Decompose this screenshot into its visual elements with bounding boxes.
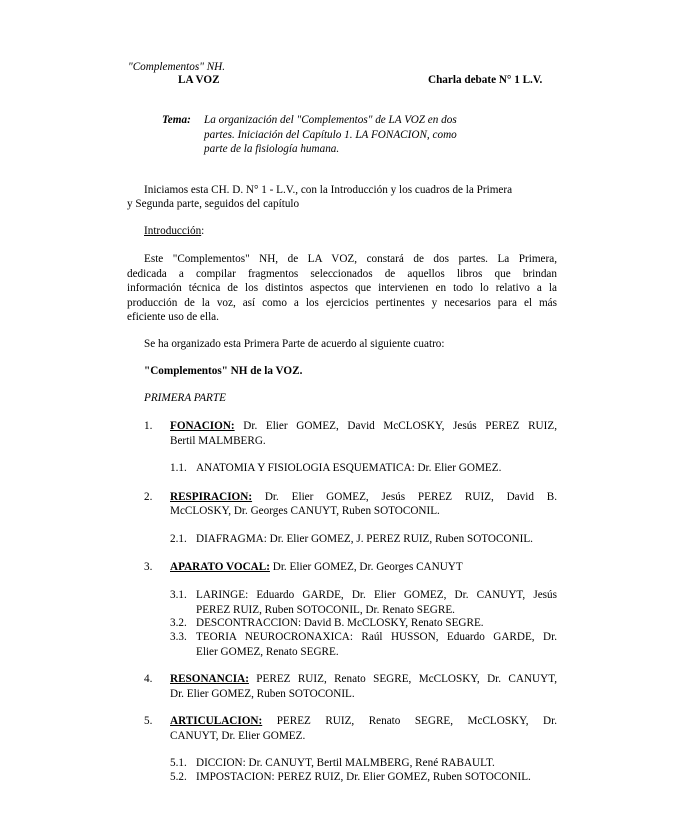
section-authors: PEREZ RUIZ, Renato SEGRE, McCLOSKY, Dr. xyxy=(262,715,557,727)
subsection-line: Elier GOMEZ, Renato SEGRE. xyxy=(196,645,339,658)
organizado-line: Se ha organizado esta Primera Parte de acuerdo al siguiente cuatro: xyxy=(144,338,445,350)
section-1 xyxy=(144,419,557,448)
section-title: RESPIRACION: xyxy=(170,491,253,503)
section-line: Dr. Elier GOMEZ, Ruben SOTOCONIL. xyxy=(170,687,355,700)
section-title: APARATO VOCAL: xyxy=(170,561,270,573)
subsection-text xyxy=(196,630,557,659)
section-line xyxy=(170,714,557,729)
section-4 xyxy=(144,672,557,701)
subsection-line: LARINGE: Eduardo GARDE, Dr. Elier GOMEZ, Dr. CANUYT, Jesús xyxy=(196,589,557,601)
introduccion-line: eficiente uso de ella. xyxy=(127,311,219,323)
section-line: McCLOSKY, Dr. Georges CANUYT, Ruben SOTOCONIL. xyxy=(170,505,440,517)
subsection-3-1 xyxy=(170,588,557,617)
tema-line: partes. Iniciación del Capítulo 1. LA FONACION, como xyxy=(204,128,457,141)
subsection-number: 5.1. xyxy=(170,757,187,769)
section-line xyxy=(170,672,557,687)
introduccion-line: producción de la voz, así como a los ejercicios pertinentes y necesarios para el más xyxy=(127,296,557,309)
subsection-number: 3.3. xyxy=(170,631,187,643)
introduccion-line: dedicada a compilar fragmentos seleccionados de aquellos libros que brindan xyxy=(127,267,557,280)
header-title: LA VOZ xyxy=(178,74,220,86)
section-text xyxy=(170,419,557,448)
section-number: 3. xyxy=(144,561,153,573)
subsection-number: 2.1. xyxy=(170,533,187,545)
section-line: Bertil MALMBERG. xyxy=(170,434,266,447)
subsection-line: DIAFRAGMA: Dr. Elier GOMEZ, J. PEREZ RUIZ, Ruben SOTOCONIL. xyxy=(196,533,533,545)
subsection-line: DESCONTRACCION: David B. McCLOSKY, Renato SEGRE. xyxy=(196,617,484,629)
subsection-number: 5.2. xyxy=(170,771,187,783)
section-line xyxy=(170,419,557,434)
section-text xyxy=(170,714,557,743)
intro-line-1: Iniciamos esta CH. D. N° 1 - L.V., con la Introducción y los cuadros de la Primera xyxy=(144,184,513,196)
bold-title: "Complementos" NH de la VOZ. xyxy=(144,365,303,377)
subsection-5-1 xyxy=(170,756,557,771)
section-text xyxy=(170,490,557,505)
subsection-5-2 xyxy=(170,770,557,785)
subsection-line: PEREZ RUIZ, Ruben SOTOCONIL, Dr. Renato SEGRE. xyxy=(196,603,455,616)
section-authors: Dr. Elier GOMEZ, Jesús PEREZ RUIZ, David B. xyxy=(252,491,557,503)
tema-label: Tema: xyxy=(162,114,191,126)
section-title: ARTICULACION: xyxy=(170,715,263,727)
introduccion-line: información técnica de los distintos aspectos que intervienen en todo lo relativo a la xyxy=(127,282,557,294)
section-number: 1. xyxy=(144,420,153,432)
section-number: 2. xyxy=(144,491,153,503)
section-3 xyxy=(144,560,557,575)
tema-line: La organización del "Complementos" de LA VOZ en dos xyxy=(204,114,457,126)
subsection-text xyxy=(196,588,557,617)
header-charla: Charla debate N° 1 L.V. xyxy=(428,74,543,86)
subsection-line: TEORIA NEUROCRONAXICA: Raúl HUSSON, Eduardo GARDE, Dr. xyxy=(196,631,557,643)
section-line xyxy=(170,490,557,505)
section-2 xyxy=(144,490,557,505)
section-number: 4. xyxy=(144,673,153,685)
section-authors: Dr. Elier GOMEZ, David McCLOSKY, Jesús PEREZ RUIZ, xyxy=(234,420,557,432)
section-text xyxy=(170,672,557,701)
subsection-line: IMPOSTACION: PEREZ RUIZ, Dr. Elier GOMEZ, Ruben SOTOCONIL. xyxy=(196,771,531,783)
tema-text xyxy=(204,113,479,157)
subsection-number: 3.1. xyxy=(170,589,187,601)
intro-line-2: y Segunda parte, seguidos del capítulo xyxy=(127,198,300,210)
subsection-3-2 xyxy=(170,616,557,631)
section-line xyxy=(170,560,557,575)
section-number: 5. xyxy=(144,715,153,727)
introduccion-line: Este "Complementos" NH, de LA VOZ, constará de dos partes. La Primera, xyxy=(144,253,557,265)
subsection-line: DICCION: Dr. CANUYT, Bertil MALMBERG, René RABAULT. xyxy=(196,757,495,769)
introduccion-heading xyxy=(144,224,204,239)
section-authors: PEREZ RUIZ, Renato SEGRE, McCLOSKY, Dr. CANUYT, xyxy=(248,673,557,685)
section-5 xyxy=(144,714,557,743)
introduccion-colon: : xyxy=(201,225,205,237)
subsection-number: 1.1. xyxy=(170,462,187,474)
subsection-2-1 xyxy=(170,532,557,547)
primera-parte-heading: PRIMERA PARTE xyxy=(144,392,226,404)
subsection-line: ANATOMIA Y FISIOLOGIA ESQUEMATICA: Dr. Elier GOMEZ. xyxy=(196,462,502,474)
subsection-1-1 xyxy=(170,461,557,476)
section-title: RESONANCIA: xyxy=(170,673,249,685)
introduccion-paragraph xyxy=(127,252,557,325)
header-complementos: "Complementos" NH. xyxy=(128,61,226,73)
tema-line: parte de la fisiología humana. xyxy=(204,143,340,155)
introduccion-heading-text: Introducción xyxy=(144,225,202,237)
section-authors: Dr. Elier GOMEZ, Dr. Georges CANUYT xyxy=(269,561,463,573)
subsection-number: 3.2. xyxy=(170,617,187,629)
section-title: FONACION: xyxy=(170,420,235,432)
subsection-3-3 xyxy=(170,630,557,659)
section-line: CANUYT, Dr. Elier GOMEZ. xyxy=(170,729,306,742)
